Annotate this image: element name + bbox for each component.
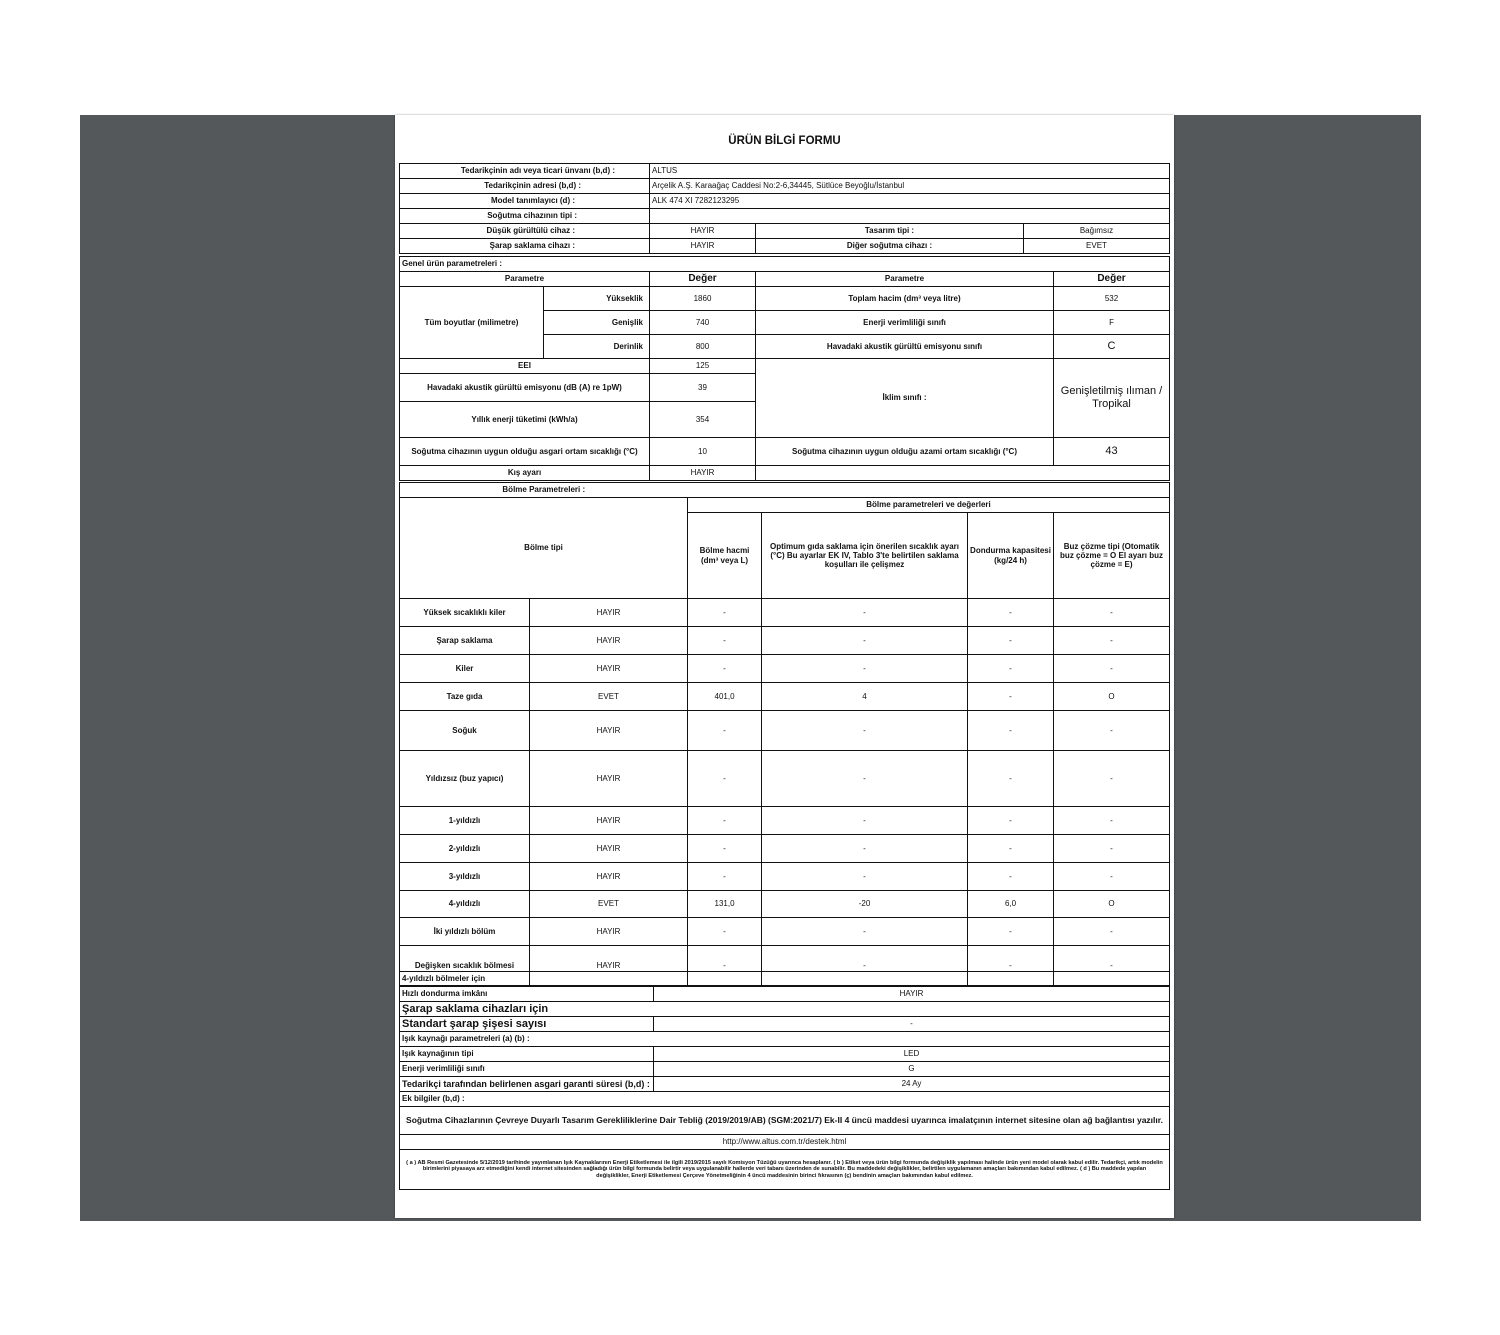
compartment-temp: - — [762, 863, 968, 891]
compartment-row — [400, 807, 1170, 835]
appliance-type-label: Soğutma cihazının tipi : — [400, 209, 650, 224]
wine-bottles-label: Standart şarap şişesi sayısı — [400, 1017, 654, 1032]
four-star-section-label: 4-yıldızlı bölmeler için — [400, 972, 1170, 987]
compartment-name: Soğuk — [400, 711, 530, 751]
compartment-name: 3-yıldızlı — [400, 863, 530, 891]
compartment-name: Yüksek sıcaklıklı kiler — [400, 599, 530, 627]
wine-bottles-value: - — [654, 1017, 1170, 1032]
wine-appliance-label: Şarap saklama cihazı : — [400, 239, 650, 254]
compartment-defrost: - — [1054, 711, 1170, 751]
other-appliance-value: EVET — [1024, 239, 1170, 254]
compartment-volume: - — [688, 835, 762, 863]
climate-class-value: Genişletilmiş ılıman / Tropikal — [1054, 359, 1170, 438]
compartment-present: HAYIR — [530, 918, 688, 946]
footnote-text: ( a ) AB Resmi Gazetesinde 5/12/2019 tarihinde yayımlanan Işık Kaynaklarının Enerji Etiketlemesi ile ilgili 2019/2015 sayılı Komisyon Tüzüğü uyarınca hesaplanır. ( b ) Etiket veya ürün bilgi formunda değişiklik yapılması halinde ürün yeni model olarak kabul edilir. Tedarikçi, artık modelin birimlerini piyasaya arz etmediğini kendi internet sitesinden sağladığı ürün bilgi formunda belirtir veya uygulanabilir hallerde veri tabanı üzerinden de sunabilir. Bu maddedeki değişiklikler, belirtilen uygulamanın amaçları bakımından kabul edilmez. ( d ) Bu maddede yapılan değişiklikler, Enerji Etiketlemesi Çerçeve Yönetmeliğinin 4 üncü maddesinin birinci fıkrasının (ç) bendinin amaçları bakımından kabul edilmez. — [400, 1150, 1170, 1190]
compartment-volume: - — [688, 863, 762, 891]
warranty-label: Tedarikçi tarafından belirlenen asgari garanti süresi (b,d) : — [400, 1077, 654, 1092]
compartment-name: Kiler — [400, 655, 530, 683]
compartment-group-header: Bölme parametreleri ve değerleri — [688, 498, 1170, 513]
additional-info-table — [399, 971, 1170, 1190]
compartment-temp: - — [762, 627, 968, 655]
compartment-present: EVET — [530, 683, 688, 711]
compartment-defrost: - — [1054, 655, 1170, 683]
compartment-present: HAYIR — [530, 751, 688, 807]
value-header: Değer — [650, 272, 756, 287]
energy-class-label: Enerji verimliliği sınıfı — [756, 311, 1054, 335]
compartment-volume: - — [688, 599, 762, 627]
compartment-freezing-capacity: - — [968, 627, 1054, 655]
compartment-present: HAYIR — [530, 863, 688, 891]
min-ambient-temp-value: 10 — [650, 438, 756, 466]
compartment-freezing-capacity: - — [968, 946, 1054, 986]
compartment-freezing-capacity: - — [968, 807, 1054, 835]
compartment-present: HAYIR — [530, 711, 688, 751]
compartment-freezing-capacity: - — [968, 599, 1054, 627]
compartment-name: 4-yıldızlı — [400, 891, 530, 918]
low-noise-label: Düşük gürültülü cihaz : — [400, 224, 650, 239]
compartment-temp: - — [762, 655, 968, 683]
annual-energy-value: 354 — [650, 402, 756, 438]
param-header: Parametre — [400, 272, 650, 287]
compartment-row — [400, 863, 1170, 891]
model-label: Model tanımlayıcı (d) : — [400, 194, 650, 209]
compartment-name: Taze gıda — [400, 683, 530, 711]
compartment-volume: - — [688, 807, 762, 835]
compartment-freezing-capacity: 6,0 — [968, 891, 1054, 918]
compartment-row — [400, 711, 1170, 751]
compartment-defrost: - — [1054, 751, 1170, 807]
warranty-value: 24 Ay — [654, 1077, 1170, 1092]
model-value: ALK 474 XI 7282123295 — [650, 194, 1170, 209]
compartment-volume-header: Bölme hacmi (dm³ veya L) — [688, 513, 762, 599]
wine-section-label: Şarap saklama cihazları için — [400, 1002, 1170, 1017]
eei-value: 125 — [650, 359, 756, 374]
compartment-defrost: - — [1054, 807, 1170, 835]
compartment-row — [400, 599, 1170, 627]
support-link[interactable]: http://www.altus.com.tr/destek.html — [400, 1135, 1170, 1150]
total-volume-label: Toplam hacim (dm³ veya litre) — [756, 287, 1054, 311]
supplier-address-label: Tedarikçinin adresi (b,d) : — [400, 179, 650, 194]
compartment-defrost: O — [1054, 891, 1170, 918]
param-header-2: Parametre — [756, 272, 1054, 287]
compartment-present: EVET — [530, 891, 688, 918]
other-appliance-label: Diğer soğutma cihazı : — [756, 239, 1024, 254]
light-source-type-value: LED — [654, 1047, 1170, 1062]
eei-label: EEI — [400, 359, 650, 374]
compartment-present: HAYIR — [530, 655, 688, 683]
compartment-row — [400, 683, 1170, 711]
compartment-volume: - — [688, 655, 762, 683]
compartment-temp: -20 — [762, 891, 968, 918]
noise-emission-value: 39 — [650, 374, 756, 402]
compartment-row — [400, 835, 1170, 863]
compartment-row — [400, 891, 1170, 918]
document-page — [395, 115, 1174, 1218]
compartment-volume: 401,0 — [688, 683, 762, 711]
value-header-2: Değer — [1054, 272, 1170, 287]
min-ambient-temp-label: Soğutma cihazının uygun olduğu asgari ortam sıcaklığı (°C) — [400, 438, 650, 466]
compartments-section-empty — [688, 483, 1170, 498]
supplier-table — [399, 163, 1170, 254]
extra-info-text: Soğutma Cihazlarının Çevreye Duyarlı Tasarım Gerekliliklerine Dair Tebliğ (2019/2019/AB) (SGM:2021/7) Ek-II 4 üncü maddesi uyarınca imalatçının internet sitesine olan ağ bağlantısı yazılır. — [400, 1107, 1170, 1135]
compartment-row — [400, 655, 1170, 683]
wine-appliance-value: HAYIR — [650, 239, 756, 254]
compartment-temp: 4 — [762, 683, 968, 711]
compartment-present: HAYIR — [530, 946, 688, 986]
winter-setting-label: Kış ayarı — [400, 466, 650, 481]
light-source-type-label: Işık kaynağının tipi — [400, 1047, 654, 1062]
climate-class-label: İklim sınıfı : — [756, 359, 1054, 438]
compartment-temp: - — [762, 599, 968, 627]
compartment-temp: - — [762, 807, 968, 835]
width-label: Genişlik — [544, 311, 650, 335]
compartment-rows — [400, 599, 1170, 986]
compartment-name: İki yıldızlı bölüm — [400, 918, 530, 946]
compartments-table — [399, 482, 1170, 986]
winter-empty-cell — [756, 466, 1170, 481]
supplier-name-value: ALTUS — [650, 164, 1170, 179]
compartment-temp: - — [762, 946, 968, 986]
general-parameters-table — [399, 256, 1170, 481]
height-label: Yükseklik — [544, 287, 650, 311]
compartment-type-header: Bölme tipi — [400, 498, 688, 599]
low-noise-value: HAYIR — [650, 224, 756, 239]
compartment-present: HAYIR — [530, 835, 688, 863]
compartment-defrost: - — [1054, 863, 1170, 891]
design-type-label: Tasarım tipi : — [756, 224, 1024, 239]
design-type-value: Bağımsız — [1024, 224, 1170, 239]
total-volume-value: 532 — [1054, 287, 1170, 311]
compartment-volume: - — [688, 946, 762, 986]
page-title: ÜRÜN BİLGİ FORMU — [728, 135, 841, 147]
compartment-present: HAYIR — [530, 807, 688, 835]
compartment-defrost: O — [1054, 683, 1170, 711]
compartment-temp: - — [762, 835, 968, 863]
compartment-name: 1-yıldızlı — [400, 807, 530, 835]
defrost-type-header: Buz çözme tipi (Otomatik buz çözme = O El ayarı buz çözme = E) — [1054, 513, 1170, 599]
annual-energy-label: Yıllık enerji tüketimi (kWh/a) — [400, 402, 650, 438]
fast-freeze-value: HAYIR — [654, 987, 1170, 1002]
dimensions-label: Tüm boyutlar (milimetre) — [400, 287, 544, 359]
depth-label: Derinlik — [544, 335, 650, 359]
supplier-name-label: Tedarikçinin adı veya ticari ünvanı (b,d) : — [400, 164, 650, 179]
compartment-volume: - — [688, 627, 762, 655]
compartment-name: Yıldızsız (buz yapıcı) — [400, 751, 530, 807]
extra-info-label: Ek bilgiler (b,d) : — [400, 1092, 1170, 1107]
compartment-temp: - — [762, 751, 968, 807]
compartment-freezing-capacity: - — [968, 655, 1054, 683]
general-section-label: Genel ürün parametreleri : — [400, 257, 1170, 272]
compartment-volume: - — [688, 751, 762, 807]
compartment-temp-header: Optimum gıda saklama için önerilen sıcaklık ayarı (°C) Bu ayarlar EK IV, Tablo 3'te belirtilen saklama koşulları ile çelişmez — [762, 513, 968, 599]
compartment-name: Şarap saklama — [400, 627, 530, 655]
compartment-defrost: - — [1054, 918, 1170, 946]
depth-value: 800 — [650, 335, 756, 359]
compartment-present: HAYIR — [530, 599, 688, 627]
compartment-defrost: - — [1054, 599, 1170, 627]
compartment-row — [400, 751, 1170, 807]
compartment-temp: - — [762, 918, 968, 946]
compartment-temp: - — [762, 711, 968, 751]
compartment-freezing-capacity: - — [968, 835, 1054, 863]
fast-freeze-label: Hızlı dondurma imkânı — [400, 987, 654, 1002]
height-value: 1860 — [650, 287, 756, 311]
max-ambient-temp-value: 43 — [1054, 438, 1170, 466]
winter-setting-value: HAYIR — [650, 466, 756, 481]
compartments-section-label: Bölme Parametreleri : — [400, 483, 688, 498]
compartment-name: 2-yıldızlı — [400, 835, 530, 863]
compartment-present: HAYIR — [530, 627, 688, 655]
compartment-volume: - — [688, 918, 762, 946]
compartment-name: Değişken sıcaklık bölmesi — [400, 946, 530, 986]
supplier-address-value: Arçelik A.Ş. Karaağaç Caddesi No:2-6,34445, Sütlüce Beyoğlu/İstanbul — [650, 179, 1170, 194]
compartment-freezing-capacity: - — [968, 751, 1054, 807]
light-section-label: Işık kaynağı parametreleri (a) (b) : — [400, 1032, 1170, 1047]
compartment-freezing-capacity: - — [968, 863, 1054, 891]
compartment-volume: - — [688, 711, 762, 751]
compartment-defrost: - — [1054, 946, 1170, 986]
compartment-defrost: - — [1054, 835, 1170, 863]
appliance-type-value — [650, 209, 1170, 224]
max-ambient-temp-label: Soğutma cihazının uygun olduğu azami ortam sıcaklığı (°C) — [756, 438, 1054, 466]
compartment-volume: 131,0 — [688, 891, 762, 918]
compartment-defrost: - — [1054, 627, 1170, 655]
compartment-freezing-capacity: - — [968, 711, 1054, 751]
compartment-row — [400, 918, 1170, 946]
noise-emission-label: Havadaki akustik gürültü emisyonu (dB (A) re 1pW) — [400, 374, 650, 402]
light-energy-class-label: Enerji verimliliği sınıfı — [400, 1062, 654, 1077]
compartment-row — [400, 627, 1170, 655]
light-energy-class-value: G — [654, 1062, 1170, 1077]
compartment-freezing-capacity: - — [968, 918, 1054, 946]
noise-class-value: C — [1054, 335, 1170, 359]
freezing-capacity-header: Dondurma kapasitesi (kg/24 h) — [968, 513, 1054, 599]
noise-class-label: Havadaki akustik gürültü emisyonu sınıfı — [756, 335, 1054, 359]
energy-class-value: F — [1054, 311, 1170, 335]
width-value: 740 — [650, 311, 756, 335]
compartment-freezing-capacity: - — [968, 683, 1054, 711]
